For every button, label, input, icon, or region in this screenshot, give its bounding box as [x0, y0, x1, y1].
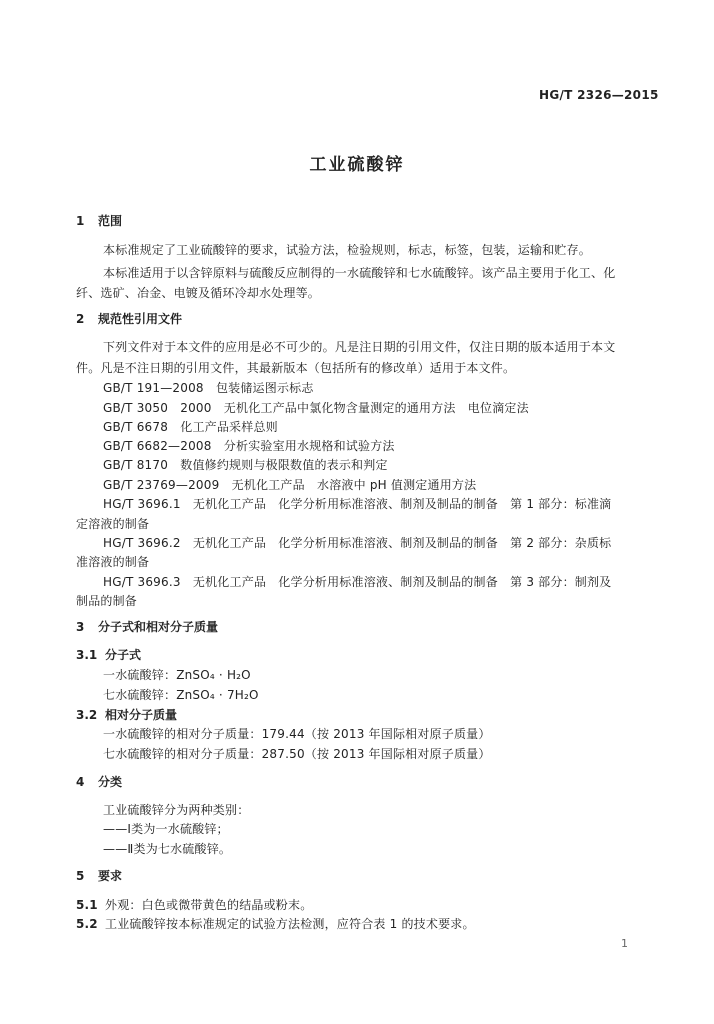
classification-item: ——Ⅰ类为一水硫酸锌；	[103, 822, 229, 836]
section-3-heading	[76, 618, 218, 635]
requirement-5-2	[76, 915, 475, 932]
section-number: 2	[76, 312, 85, 326]
reference-hg-1-line-2: 定溶液的制备	[76, 517, 150, 531]
s2-intro-line-2: 件。凡是不注日期的引用文件，其最新版本（包括所有的修改单）适用于本文件。	[76, 361, 516, 375]
molar-mass-heptahydrate: 七水硫酸锌的相对分子质量：287.50（按 2013 年国际相对原子质量）	[103, 747, 491, 761]
section-title: 规范性引用文件	[98, 312, 183, 326]
classification-intro: 工业硫酸锌分为两种类别：	[103, 803, 250, 817]
section-1-heading	[76, 212, 122, 229]
section-5-heading	[76, 867, 122, 884]
section-4-heading	[76, 773, 122, 790]
reference-hg-2-line-2: 准溶液的制备	[76, 555, 150, 569]
reference-hg-1-line-1: HG/T 3696.1 无机化工产品 化学分析用标准溶液、制剂及制品的制备 第 1 部分：标准滴	[103, 497, 612, 511]
reference-item: GB/T 191—2008 包装储运图示标志	[103, 381, 314, 395]
section-number: 4	[76, 775, 85, 789]
reference-hg-3-line-2: 制品的制备	[76, 594, 138, 608]
formula-heptahydrate: 七水硫酸锌：ZnSO₄ · 7H₂O	[103, 688, 259, 702]
subsection-title: 相对分子质量	[105, 708, 178, 722]
clause-number: 5.1	[76, 898, 98, 912]
s1-paragraph-2-line-2: 纤、选矿、冶金、电镀及循环冷却水处理等。	[76, 286, 321, 300]
subsection-number: 3.2	[76, 708, 98, 722]
s2-intro-line-1: 下列文件对于本文件的应用是必不可少的。凡是注日期的引用文件，仅注日期的版本适用于本文	[103, 340, 616, 354]
standard-number: HG/T 2326—2015	[539, 88, 659, 102]
reference-item: GB/T 3050 2000 无机化工产品中氯化物含量测定的通用方法 电位滴定法	[103, 401, 529, 415]
clause-number: 5.2	[76, 917, 98, 931]
classification-item: ——Ⅱ类为七水硫酸锌。	[103, 842, 232, 856]
subsection-title: 分子式	[105, 648, 142, 662]
formula-monohydrate: 一水硫酸锌：ZnSO₄ · H₂O	[103, 668, 251, 682]
document-title: 工业硫酸锌	[309, 155, 405, 175]
subsection-number: 3.1	[76, 648, 98, 662]
reference-hg-3-line-1: HG/T 3696.3 无机化工产品 化学分析用标准溶液、制剂及制品的制备 第 3 部分：制剂及	[103, 575, 612, 589]
molar-mass-monohydrate: 一水硫酸锌的相对分子质量：179.44（按 2013 年国际相对原子质量）	[103, 727, 491, 741]
section-number: 5	[76, 869, 85, 883]
s1-paragraph-2-line-1: 本标准适用于以含锌原料与硫酸反应制得的一水硫酸锌和七水硫酸锌。该产品主要用于化工、化	[103, 266, 616, 280]
reference-item: GB/T 8170 数值修约规则与极限数值的表示和判定	[103, 458, 388, 472]
reference-item: GB/T 6682—2008 分析实验室用水规格和试验方法	[103, 439, 395, 453]
reference-item: GB/T 23769—2009 无机化工产品 水溶液中 pH 值测定通用方法	[103, 478, 477, 492]
subsection-3-1-heading	[76, 646, 141, 663]
page-number: 1	[621, 937, 628, 950]
section-title: 分类	[98, 775, 123, 789]
section-title: 范围	[98, 214, 123, 228]
s1-paragraph-1: 本标准规定了工业硫酸锌的要求，试验方法，检验规则，标志，标签，包装，运输和贮存。	[103, 243, 592, 257]
section-title: 要求	[98, 869, 123, 883]
section-title: 分子式和相对分子质量	[98, 620, 219, 634]
clause-text: 外观：白色或微带黄色的结晶或粉末。	[105, 898, 313, 912]
section-number: 3	[76, 620, 85, 634]
section-number: 1	[76, 214, 85, 228]
reference-item: GB/T 6678 化工产品采样总则	[103, 420, 278, 434]
subsection-3-2-heading	[76, 706, 177, 723]
requirement-5-1	[76, 896, 312, 913]
reference-hg-2-line-1: HG/T 3696.2 无机化工产品 化学分析用标准溶液、制剂及制品的制备 第 2 部分：杂质标	[103, 536, 612, 550]
clause-text: 工业硫酸锌按本标准规定的试验方法检测，应符合表 1 的技术要求。	[105, 917, 475, 931]
section-2-heading	[76, 310, 182, 327]
